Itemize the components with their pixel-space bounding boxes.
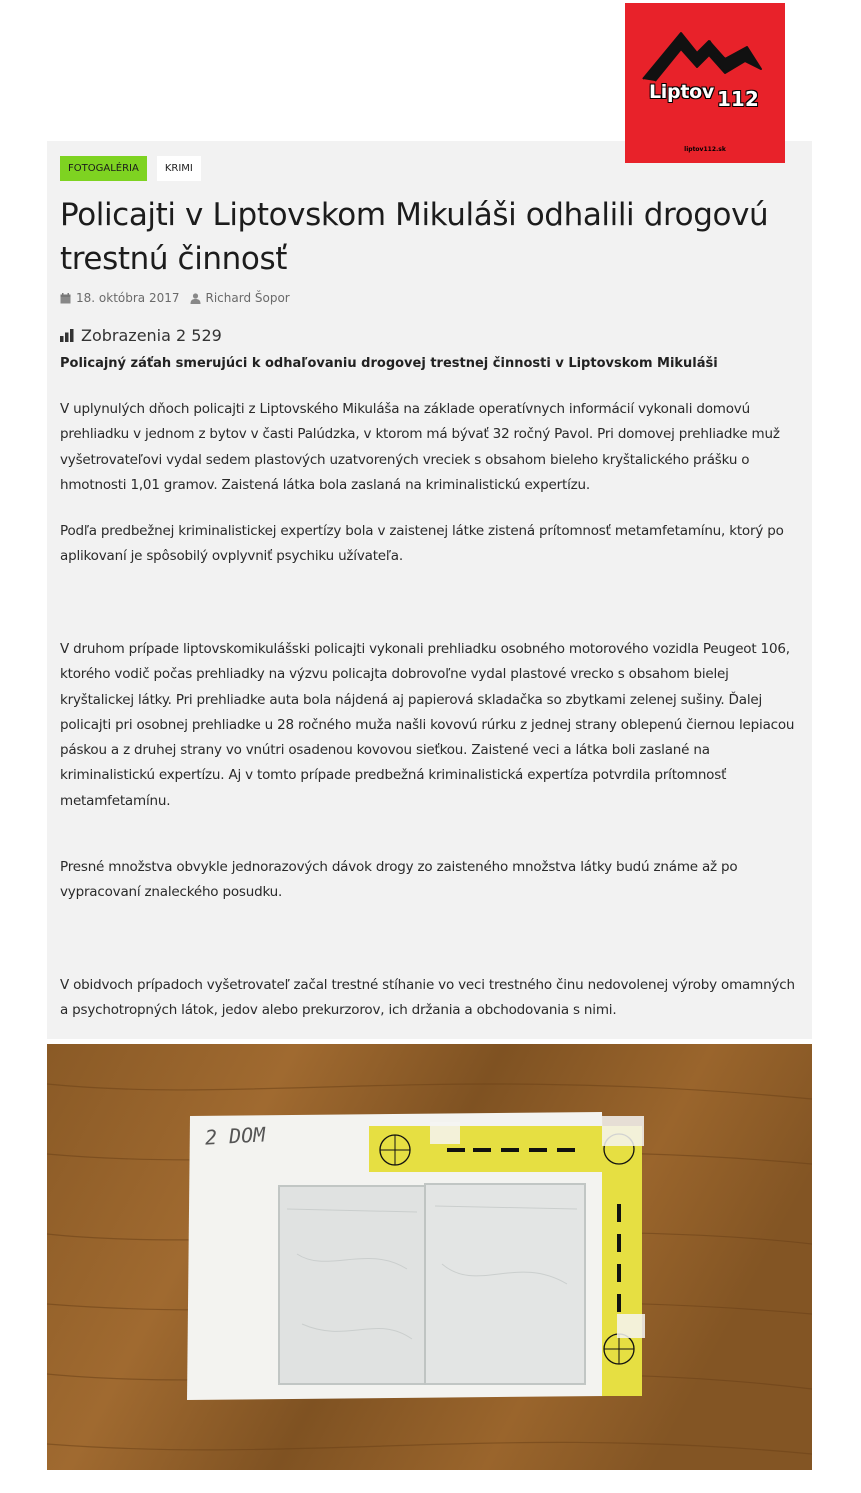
site-logo[interactable] [625, 3, 785, 163]
paragraph-5: V obidvoch prípadoch vyšetrovateľ začal trestné stíhanie vo veci trestného činu nedovolenej výroby omamných a psychotropných látok, jedov alebo prekurzorov, ich držania a obchodovania s nimi. [60, 977, 795, 1019]
article-author[interactable]: Richard Šopor [205, 291, 290, 305]
calendar-icon [60, 293, 71, 304]
paragraph-1: V uplynulých dňoch policajti z Liptovského Mikuláša na základe operatívnych informácií vykonali domovú prehliadku v jednom z bytov v časti Palúdzka, v ktorom má bývať 32 ročný Pavol. Pri domovej prehliadke muž vyšetrovateľovi vydal sedem plastových uzatvorených vreciek s obsahom bieleho kryštalického prášku o hmotnosti 1,01 gramov. Zaistená látka bola zaslaná na kriminalistickú expertízu. [60, 401, 780, 493]
views-count: 2 529 [176, 326, 222, 345]
tag-krimi[interactable]: KRIMI [157, 156, 201, 181]
article-title: Policajti v Liptovskom Mikuláši odhalili drogovú trestnú činnosť [60, 197, 769, 277]
views-label: Zobrazenia [81, 326, 171, 345]
paragraph-3: V druhom prípade liptovskomikulášski policajti vykonali prehliadku osobného motorového vozidla Peugeot 106, ktorého vodič počas prehliadky na výzvu policajta dobrovoľne vydal plastové vrecko s obsahom bielej kryštalickej látky. Pri prehliadke auta bola nájdená aj papierová skladačka so zbytkami zelenej sušiny. Ďalej policajti pri osobnej prehliadke u 28 ročného muža našli kovovú rúrku z jednej strany oblepenú čiernou lepiacou páskou a z druhej strany vo vnútri osadenou kovovou sieťkou. Zaistené veci a látka boli zaslané na kriminalistickú expertízu. Aj v tomto prípade predbežná kriminalistická expertíza potvrdila prítomnosť metamfetamínu. [60, 641, 795, 809]
evidence-photo-image [47, 1044, 812, 1470]
evidence-photo[interactable] [47, 1044, 812, 1470]
bar-chart-icon [60, 329, 74, 342]
article [47, 141, 812, 1039]
paragraph-2: Podľa predbežnej kriminalistickej expertízy bola v zaistenej látke zistená prítomnosť metamfetamínu, ktorý po aplikovaní je spôsobilý ovplyvniť psychiku užívateľa. [60, 523, 784, 565]
logo-number: 112 [717, 87, 759, 111]
article-meta [60, 291, 300, 305]
view-counter [60, 326, 222, 345]
article-date[interactable]: 18. októbra 2017 [76, 291, 180, 305]
user-icon [190, 293, 201, 304]
paragraph-4: Presné množstva obvykle jednorazových dávok drogy zo zaisteného množstva látky budú známe až po vypracovaní znaleckého posudku. [60, 859, 738, 901]
photo-label: 2 DOM [204, 1122, 266, 1150]
logo-url: liptov112.sk [684, 146, 726, 153]
article-lead: Policajný záťah smerujúci k odhaľovaniu drogovej trestnej činnosti v Liptovskom Mikuláši [60, 356, 718, 371]
tag-fotogaleria[interactable]: FOTOGALÉRIA [60, 156, 147, 181]
category-tags [60, 156, 201, 181]
logo-word: Liptov [649, 81, 714, 103]
